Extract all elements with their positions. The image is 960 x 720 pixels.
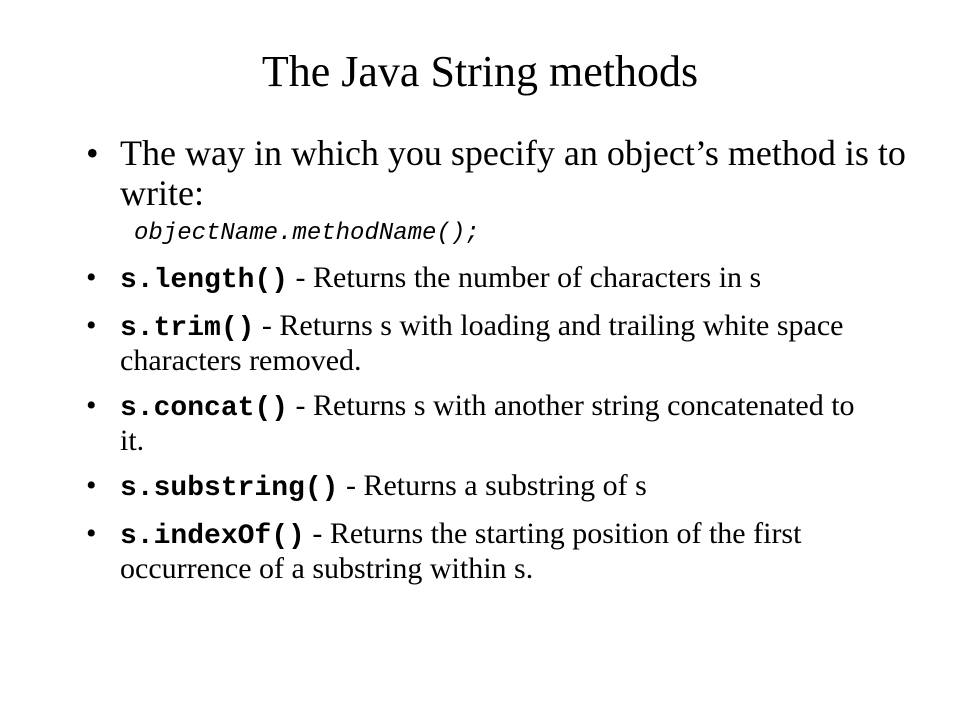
method-description: - Returns the number of characters in s [288, 261, 762, 294]
bullet-icon: • [86, 133, 99, 173]
intro-text: The way in which you specify an object’s method is to write: [120, 133, 906, 213]
bullet-icon: • [86, 469, 97, 502]
bullet-icon: • [86, 309, 97, 342]
intro-bullet [86, 133, 906, 213]
method-item-trim [86, 310, 886, 377]
method-list [86, 262, 886, 598]
bullet-icon: • [86, 261, 97, 294]
method-description: - Returns the starting position of the first occurrence of a substring within s. [120, 517, 802, 585]
method-item-concat [86, 390, 886, 457]
bullet-icon: • [86, 389, 97, 422]
code-example: objectName.methodName(); [134, 220, 480, 247]
slide-title: The Java String methods [261, 47, 699, 96]
method-description: - Returns s with loading and trailing white space characters removed. [120, 309, 844, 377]
method-code: s.indexOf() [120, 521, 305, 552]
method-code: s.concat() [120, 393, 289, 424]
method-code: s.length() [120, 265, 289, 296]
method-description: - Returns s with another string concatenated to it. [120, 389, 855, 457]
method-code: s.substring() [120, 473, 339, 504]
method-item-substring [86, 470, 886, 505]
method-description: - Returns a substring of s [338, 469, 647, 502]
bullet-icon: • [86, 517, 97, 550]
intro-section [86, 133, 906, 249]
method-item-indexof [86, 518, 886, 585]
method-item-length [86, 262, 886, 297]
method-code: s.trim() [120, 313, 255, 344]
